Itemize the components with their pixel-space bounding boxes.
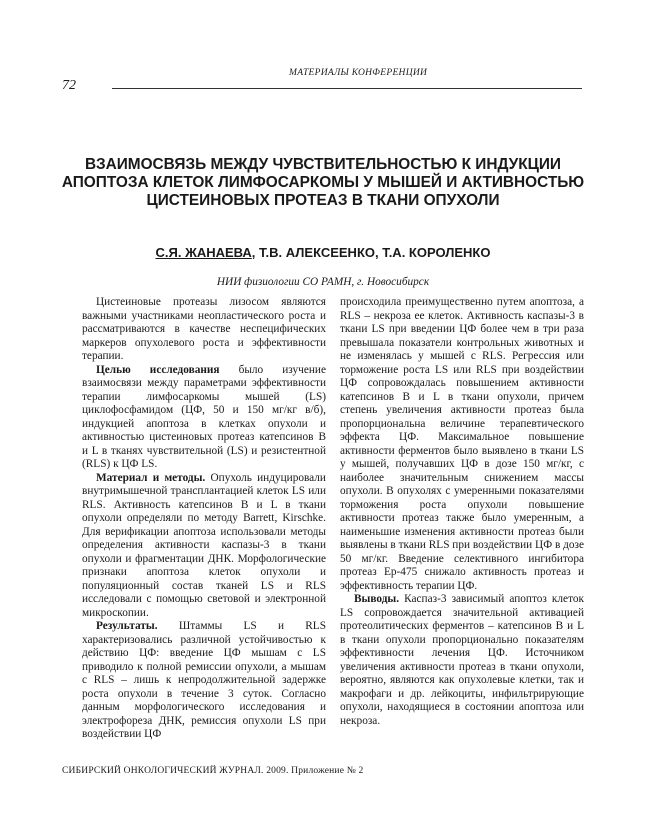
running-header: МАТЕРИАЛЫ КОНФЕРЕНЦИИ xyxy=(289,68,428,78)
aim-paragraph xyxy=(82,364,326,472)
co-authors: Т.В. АЛЕКСЕЕНКО, Т.А. КОРОЛЕНКО xyxy=(259,245,491,260)
affiliation: НИИ физиологии СО РАМН, г. Новосибирск xyxy=(216,276,430,288)
author-separator: , xyxy=(251,245,260,260)
conclusions-text: Каспаз-3 зависимый апоптоз клеток LS сопровождается значительной активацией протеолитических ферментов – катепсинов В и L в ткани опухоли пропорционально показателям эффективности лечения ЦФ. Источником увеличения активности протеаз в ткани опухоли, вероятно, являются как опухолевые клетки, так и макрофаги и др. лейкоциты, инфильтрирующие опухоли, находящиеся в состоянии апоптоза или некроза. xyxy=(340,593,584,727)
article-title: ВЗАИМОСВЯЗЬ МЕЖДУ ЧУВСТВИТЕЛЬНОСТЬЮ К ИНДУКЦИИ АПОПТОЗА КЛЕТОК ЛИМФОСАРКОМЫ У МЫШЕЙ И АКТИВНОСТЬЮ ЦИСТЕИНОВЫХ ПРОТЕАЗ В ТКАНИ ОПУХОЛИ xyxy=(61,156,585,209)
intro-paragraph: Цистеиновые протеазы лизосом являются важными участниками неопластического роста и рассматриваются в качестве неспецифических маркеров опухолевого роста и эффективности терапии. xyxy=(82,296,326,362)
journal-footer: СИБИРСКИЙ ОНКОЛОГИЧЕСКИЙ ЖУРНАЛ. 2009. Приложение № 2 xyxy=(62,766,364,776)
aim-text: было изучение взаимосвязи между параметрами эффективности терапии лимфосаркомы мышей (LS) циклофосфамидом (ЦФ, 50 и 150 мг/кг в/б), индукцией апоптоза в клетках опухоли и активностью цистеиновых протеаз катепсинов В и L в тканях чувствительной (LS) и резистентной (RLS) к ЦФ LS. xyxy=(82,363,326,470)
methods-label: Материал и методы. xyxy=(96,471,206,484)
results-continuation: происходила преимущественно путем апоптоза, а RLS – некроза ее клеток. Активность каспазы-3 в ткани LS при введении ЦФ более чем в три раза превышала показатели контрольных животных и не изменялась у мышей с RLS. Регрессия или торможение роста LS или RLS при воздействии ЦФ сопровождалась повышением активности катепсинов В и L в ткани опухоли, причем степень увеличения активности протеаз была пропорциональна величине терапевтического эффекта ЦФ. Максимальное повышение активности ферментов было выявлено в ткани LS у мышей, получавших ЦФ в дозе 150 мг/кг, с наиболее значительным снижением массы опухоли. В опухолях с умеренными показателями торможения роста опухоли повышение активности протеаз также было умеренным, а наименьшие изменения активности протеаз были выявлены в ткани RLS при воздействии ЦФ в дозе 50 мг/кг. Введение селективного ингибитора протеаз Ep-475 снижало активность протеаз и эффективность терапии ЦФ. xyxy=(340,296,584,592)
conclusions-label: Выводы. xyxy=(354,593,400,605)
left-column xyxy=(82,296,326,742)
right-column xyxy=(340,296,584,728)
header-rule xyxy=(112,88,582,89)
methods-paragraph xyxy=(82,472,326,621)
corresponding-author: С.Я. ЖАНАЕВА xyxy=(155,245,252,260)
aim-label: Целью исследования xyxy=(96,363,220,376)
methods-text: Опухоль индуцировали внутримышечной трансплантацией клеток LS или RLS. Активность катепсинов В и L в ткани опухоли определяли по методу Barrett, Kirschke. Для верификации апоптоза использовали методы определения активности каспазы-3 в ткани опухоли и фрагментации ДНК. Морфологические признаки апоптоза клеток опухоли и популяционный состав тканей LS и RLS исследовали с помощью световой и электронной микроскопии. xyxy=(82,471,326,619)
conclusions-paragraph xyxy=(340,593,584,728)
author-list xyxy=(60,245,586,260)
page-number: 72 xyxy=(62,78,76,93)
results-paragraph xyxy=(82,620,326,742)
results-label: Результаты. xyxy=(96,620,158,632)
results-text: Штаммы LS и RLS характеризовались различной устойчивостью к действию ЦФ: введение ЦФ мышам с LS приводило к полной ремиссии опухоли, а мышам с RLS – лишь к непродолжительной задержке роста опухоли в течение 3 суток. Согласно данным морфологического исследования и электрофореза ДНК, ремиссия опухоли LS при воздействии ЦФ xyxy=(82,620,326,740)
